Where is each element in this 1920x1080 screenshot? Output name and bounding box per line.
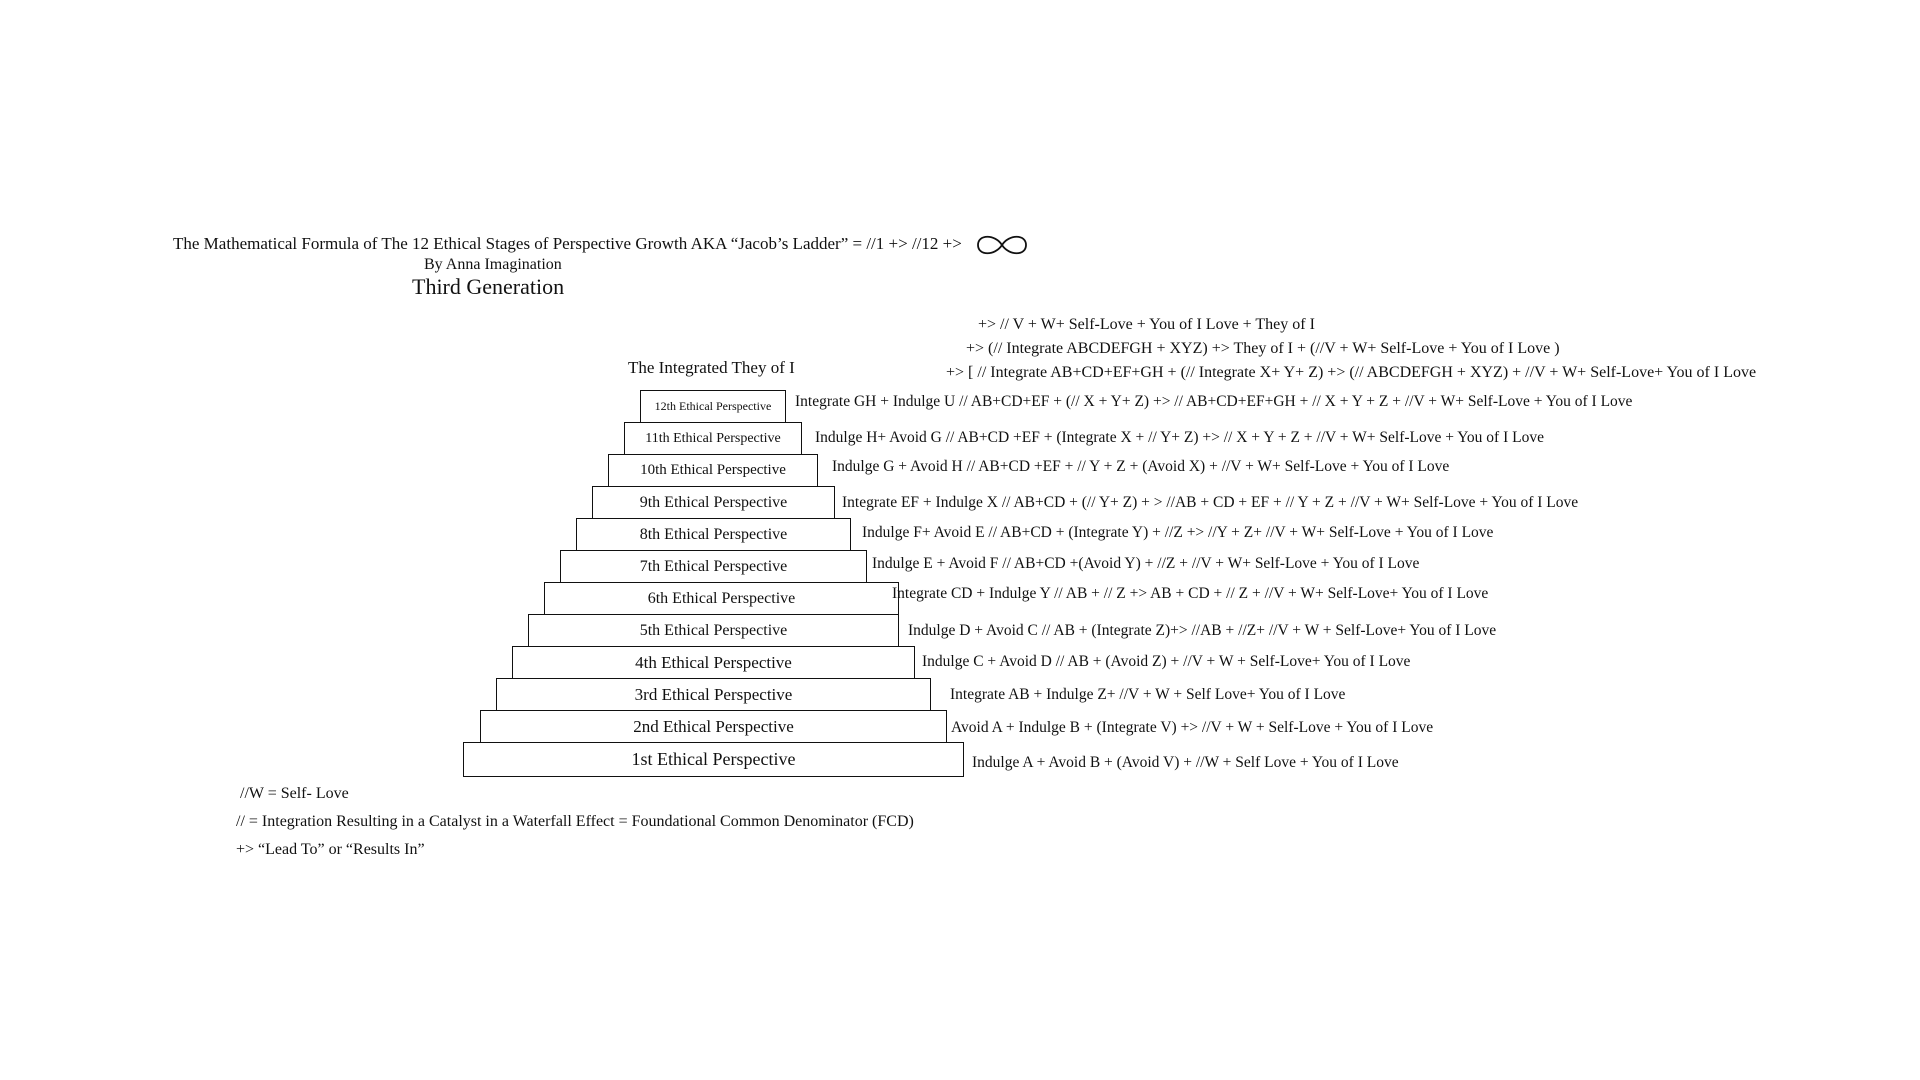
step-formula: Indulge G + Avoid H // AB+CD +EF + // Y + Z + (Avoid X) + //V + W+ Self-Love + You of I Love: [832, 458, 1450, 475]
step-2: [480, 710, 947, 743]
step-formula: Integrate GH + Indulge U // AB+CD+EF + (// X + Y+ Z) +> // AB+CD+EF+GH + // X + Y + Z + //V + W+ Self-Love + You of I Love: [795, 393, 1633, 410]
step-formula: Integrate CD + Indulge Y // AB + // Z +> AB + CD + // Z + //V + W+ Self-Love+ You of I Love: [892, 585, 1489, 602]
step-formula: Indulge E + Avoid F // AB+CD +(Avoid Y) + //Z + //V + W+ Self-Love + You of I Love: [872, 555, 1420, 572]
top-line: +> // V + W+ Self-Love + You of I Love + They of I: [978, 316, 1315, 333]
infinity-icon: [974, 232, 1030, 258]
step-3: [496, 678, 931, 711]
byline: By Anna Imagination: [424, 256, 562, 273]
step-formula: Indulge H+ Avoid G // AB+CD +EF + (Integrate X + // Y+ Z) +> // X + Y + Z + //V + W+ Self-Love + You of I Love: [815, 429, 1544, 446]
step-label: 11th Ethical Perspective: [645, 430, 781, 446]
title-text: The Mathematical Formula of The 12 Ethical Stages of Perspective Growth AKA “Jacob’s Ladder” = //1 +> //12 +>: [173, 233, 962, 253]
step-6: [544, 582, 899, 615]
step-label: 1st Ethical Perspective: [631, 749, 796, 769]
step-label: 5th Ethical Perspective: [639, 621, 788, 639]
step-11: [624, 422, 802, 455]
step-label: 4th Ethical Perspective: [635, 652, 792, 672]
step-formula: Avoid A + Indulge B + (Integrate V) +> //V + W + Self-Love + You of I Love: [951, 719, 1434, 736]
step-formula: Indulge C + Avoid D // AB + (Avoid Z) + //V + W + Self-Love+ You of I Love: [922, 653, 1411, 670]
diagram-title: [173, 232, 1030, 258]
step-10: [608, 454, 818, 487]
legend-item: // = Integration Resulting in a Catalyst in a Waterfall Effect = Foundational Common Denominator (FCD): [236, 813, 914, 830]
generation-label: Third Generation: [412, 274, 565, 299]
step-7: [560, 550, 867, 583]
step-label: 12th Ethical Perspective: [654, 399, 772, 413]
step-formula: Indulge A + Avoid B + (Avoid V) + //W + Self Love + You of I Love: [972, 754, 1399, 771]
step-12: [640, 390, 786, 423]
step-9: [592, 486, 835, 519]
step-formula: Indulge F+ Avoid E // AB+CD + (Integrate Y) + //Z +> //Y + Z+ //V + W+ Self-Love + You of I Love: [862, 524, 1494, 541]
step-label: 9th Ethical Perspective: [639, 493, 788, 511]
step-5: [528, 614, 899, 647]
top-line: +> (// Integrate ABCDEFGH + XYZ) +> They of I + (//V + W+ Self-Love + You of I Love ): [966, 340, 1560, 357]
step-formula: Indulge D + Avoid C // AB + (Integrate Z)+> //AB + //Z+ //V + W + Self-Love+ You of I Love: [908, 622, 1497, 639]
step-label: 6th Ethical Perspective: [647, 589, 796, 607]
step-8: [576, 518, 851, 551]
step-formula: Integrate AB + Indulge Z+ //V + W + Self Love+ You of I Love: [950, 686, 1346, 703]
ladder-top-label: The Integrated They of I: [628, 358, 795, 377]
step-label: 10th Ethical Perspective: [640, 462, 786, 478]
legend-item: //W = Self- Love: [240, 785, 349, 802]
step-label: 3rd Ethical Perspective: [634, 684, 793, 704]
step-formula: Integrate EF + Indulge X // AB+CD + (// Y+ Z) + > //AB + CD + EF + // Y + Z + //V + W+ Self-Love + You of I Love: [842, 494, 1579, 511]
top-line: +> [ // Integrate AB+CD+EF+GH + (// Integrate X+ Y+ Z) +> (// ABCDEFGH + XYZ) + //V + W+ Self-Love+ You of I Love: [946, 364, 1757, 381]
step-4: [512, 646, 915, 679]
step-label: 8th Ethical Perspective: [639, 525, 788, 543]
step-1: [463, 742, 964, 777]
step-label: 2nd Ethical Perspective: [633, 716, 794, 736]
legend-item: +> “Lead To” or “Results In”: [236, 841, 425, 858]
step-label: 7th Ethical Perspective: [639, 557, 788, 575]
